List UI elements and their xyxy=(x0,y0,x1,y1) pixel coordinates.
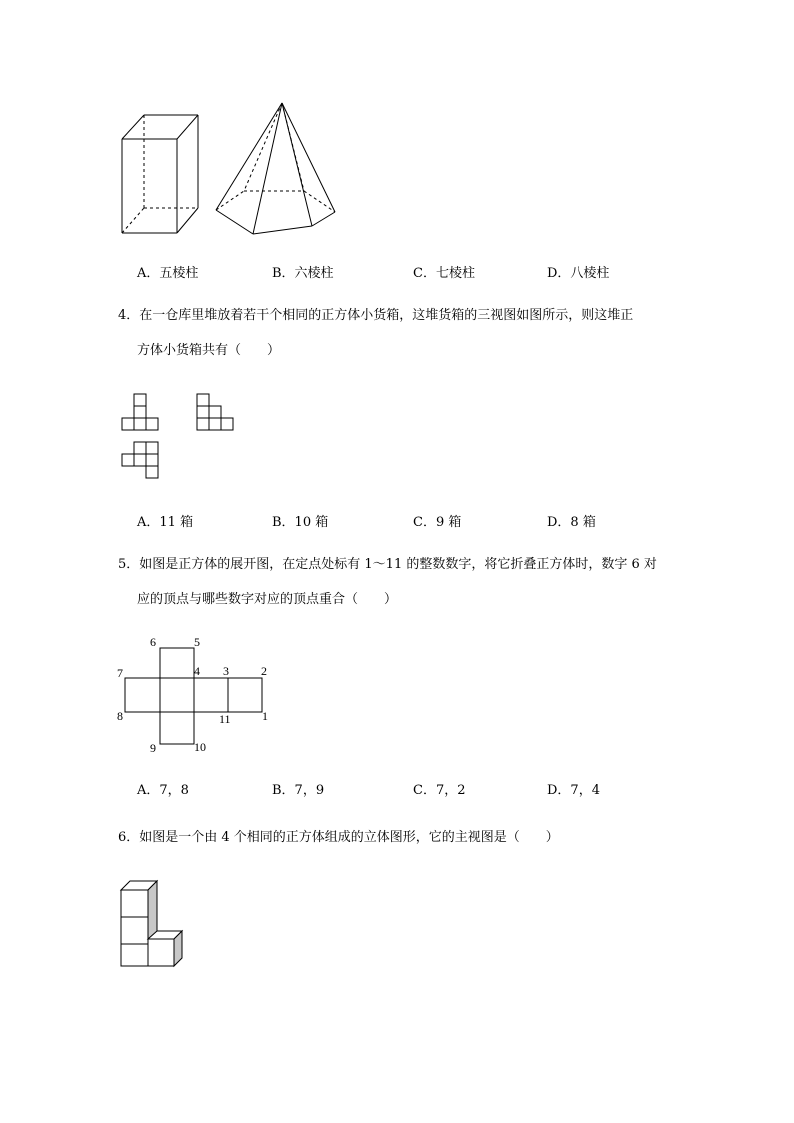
vertex-label-7: 7 xyxy=(117,666,123,680)
q5-option-b[interactable]: B．7，9 xyxy=(272,783,325,798)
prism-figure xyxy=(122,115,198,233)
pyramid-figure xyxy=(216,103,335,234)
vertex-label-10: 10 xyxy=(194,740,206,754)
q5-cube-net xyxy=(110,630,285,760)
side-view xyxy=(197,394,233,430)
vertex-label-5: 5 xyxy=(194,635,200,649)
top-view xyxy=(122,442,158,478)
q3-option-c[interactable]: C．七棱柱 xyxy=(413,266,475,281)
q4-option-a[interactable]: A．11 箱 xyxy=(137,515,194,530)
vertex-label-3: 3 xyxy=(223,664,229,678)
q5-question-line2: 应的顶点与哪些数字对应的顶点重合（ ） xyxy=(137,592,398,607)
q4-question-line1: 4．在一仓库里堆放着若干个相同的正方体小货箱，这堆货箱的三视图如图所示，则这堆正 xyxy=(118,308,634,323)
vertex-label-8: 8 xyxy=(117,709,123,723)
net-face-center xyxy=(160,678,194,712)
q5-option-d[interactable]: D．7，4 xyxy=(547,783,600,798)
q3-option-a[interactable]: A．五棱柱 xyxy=(137,266,199,281)
net-face-left xyxy=(125,678,160,712)
q6-cube-stack-figure xyxy=(115,875,190,975)
net-face-right1 xyxy=(194,678,228,712)
net-face-right2 xyxy=(228,678,262,712)
q3-option-b[interactable]: B．六棱柱 xyxy=(272,266,334,281)
vertex-label-6: 6 xyxy=(150,635,156,649)
q4-option-b[interactable]: B．10 箱 xyxy=(272,515,329,530)
vertex-label-11: 11 xyxy=(219,712,231,726)
q4-question-line2: 方体小货箱共有（ ） xyxy=(137,343,281,358)
net-face-top xyxy=(160,648,194,678)
q6-question-line1: 6．如图是一个由 4 个相同的正方体组成的立体图形，它的主视图是（ ） xyxy=(118,830,559,845)
q5-option-a[interactable]: A．7，8 xyxy=(137,783,189,798)
vertex-label-1: 1 xyxy=(262,709,268,723)
q3-option-d[interactable]: D．八棱柱 xyxy=(547,266,610,281)
vertex-label-9: 9 xyxy=(150,741,156,755)
net-face-bottom xyxy=(160,712,194,744)
q3-figures xyxy=(110,95,350,240)
q4-three-views xyxy=(115,385,245,485)
q4-option-d[interactable]: D．8 箱 xyxy=(547,515,596,530)
vertex-label-2: 2 xyxy=(261,664,267,678)
q5-option-c[interactable]: C．7，2 xyxy=(413,783,466,798)
q5-question-line1: 5．如图是正方体的展开图，在定点处标有 1～11 的整数数字，将它折叠正方体时，数字 6 对 xyxy=(118,557,657,572)
front-view xyxy=(122,394,158,430)
vertex-label-4: 4 xyxy=(194,664,200,678)
q4-option-c[interactable]: C．9 箱 xyxy=(413,515,462,530)
